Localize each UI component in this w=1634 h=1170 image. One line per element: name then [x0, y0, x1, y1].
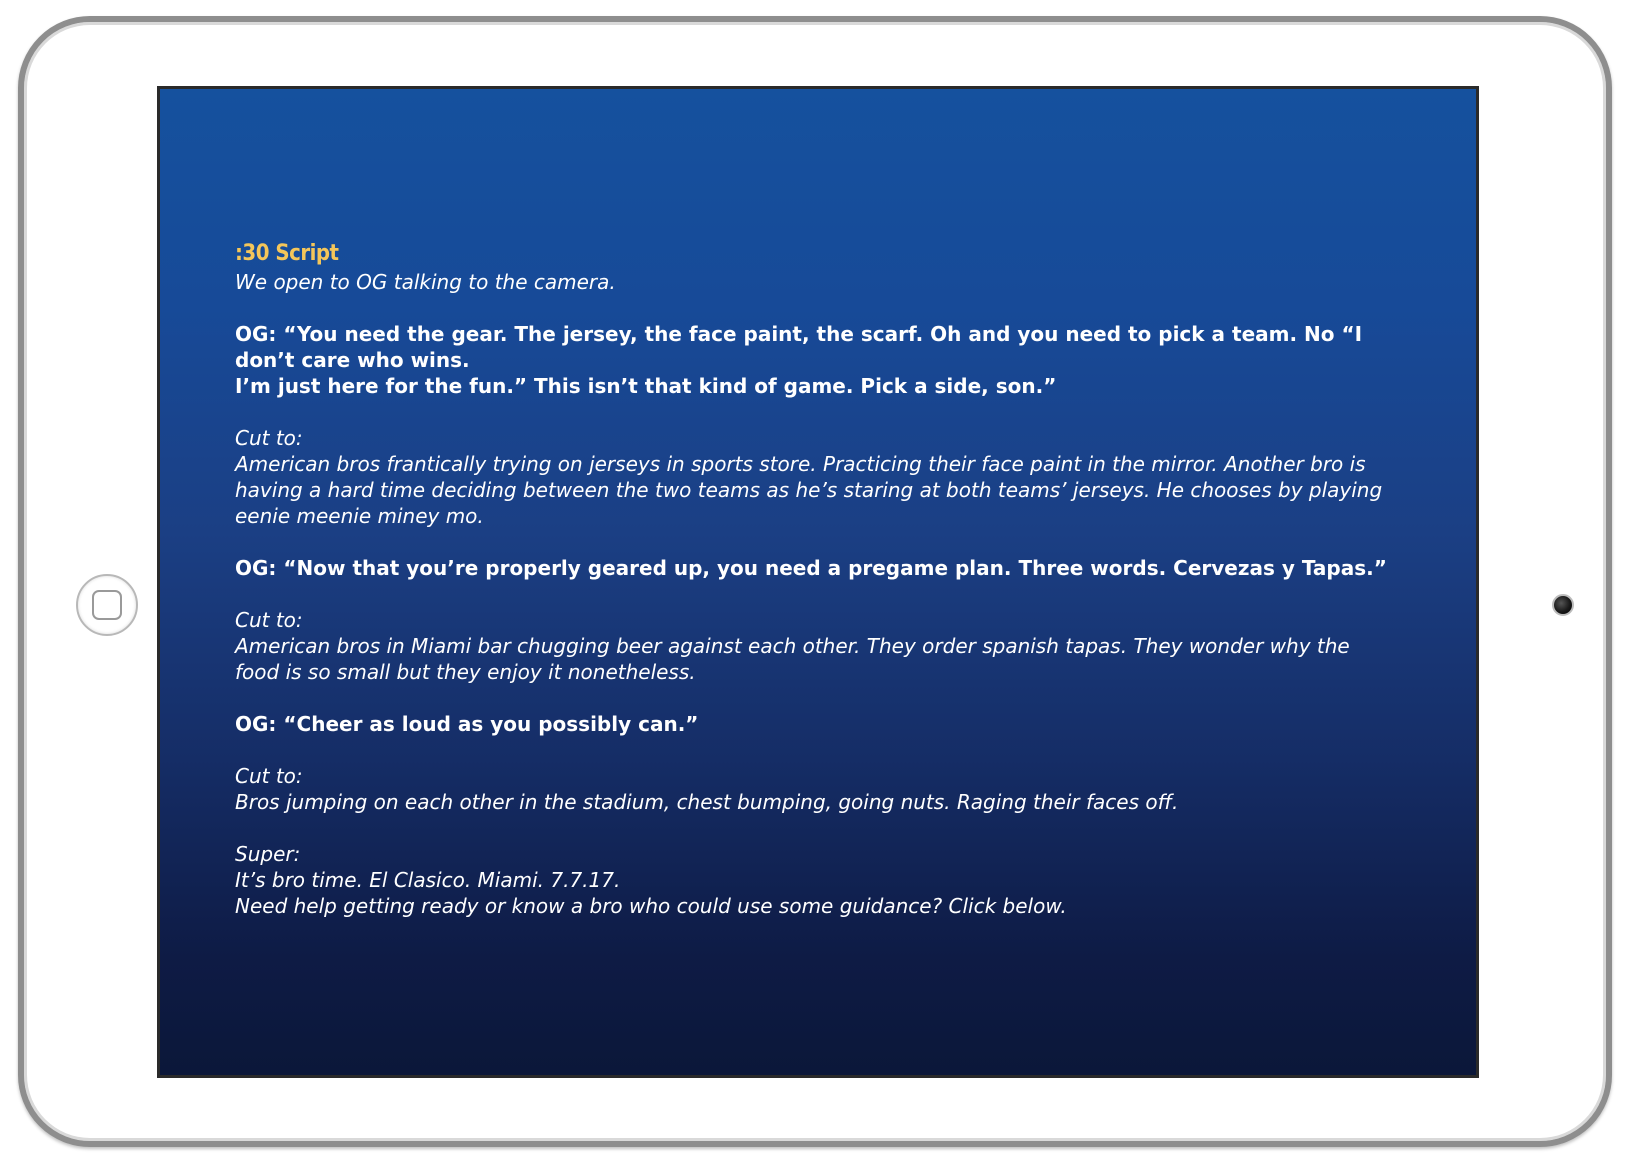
front-camera-icon — [1552, 594, 1574, 616]
og-dialogue-1-continued: I’m just here for the fun.” This isn’t that kind of game. Pick a side, son.” — [235, 374, 1057, 398]
script-title: :30 Script — [235, 241, 339, 266]
spacer — [235, 581, 1395, 607]
script-content — [235, 239, 1395, 919]
spacer — [235, 295, 1395, 321]
home-button[interactable] — [76, 574, 138, 636]
tablet-screen — [157, 86, 1479, 1078]
og-dialogue-1: OG: “You need the gear. The jersey, the face paint, the scarf. Oh and you need to pick a team. No “I don’t care who wins. — [235, 322, 1363, 372]
og-dialogue-2: OG: “Now that you’re properly geared up, you need a pregame plan. Three words. Cervezas y Tapas.” — [235, 556, 1387, 580]
cut-to-label-2: Cut to: — [235, 608, 303, 632]
spacer — [235, 815, 1395, 841]
super-line-2: Need help getting ready or know a bro who could use some guidance? Click below. — [235, 894, 1067, 918]
super-label: Super: — [235, 842, 301, 866]
open-line: We open to OG talking to the camera. — [235, 270, 616, 294]
og-dialogue-3: OG: “Cheer as loud as you possibly can.” — [235, 712, 699, 736]
super-line-1: It’s bro time. El Clasico. Miami. 7.7.17. — [235, 868, 621, 892]
spacer — [235, 529, 1395, 555]
scene-description-1: American bros frantically trying on jerseys in sports store. Practicing their face paint in the mirror. Another bro is having a hard time deciding between the two teams as he’s staring at both teams’ jerseys. He chooses by playing eenie meenie miney mo. — [235, 452, 1383, 528]
scene-description-2: American bros in Miami bar chugging beer against each other. They order spanish tapas. They wonder why the food is so small but they enjoy it nonetheless. — [235, 634, 1350, 684]
cut-to-label-3: Cut to: — [235, 764, 303, 788]
scene-description-3: Bros jumping on each other in the stadium, chest bumping, going nuts. Raging their faces off. — [235, 790, 1179, 814]
cut-to-label-1: Cut to: — [235, 426, 303, 450]
spacer — [235, 399, 1395, 425]
spacer — [235, 737, 1395, 763]
spacer — [235, 685, 1395, 711]
home-button-icon — [92, 590, 122, 620]
